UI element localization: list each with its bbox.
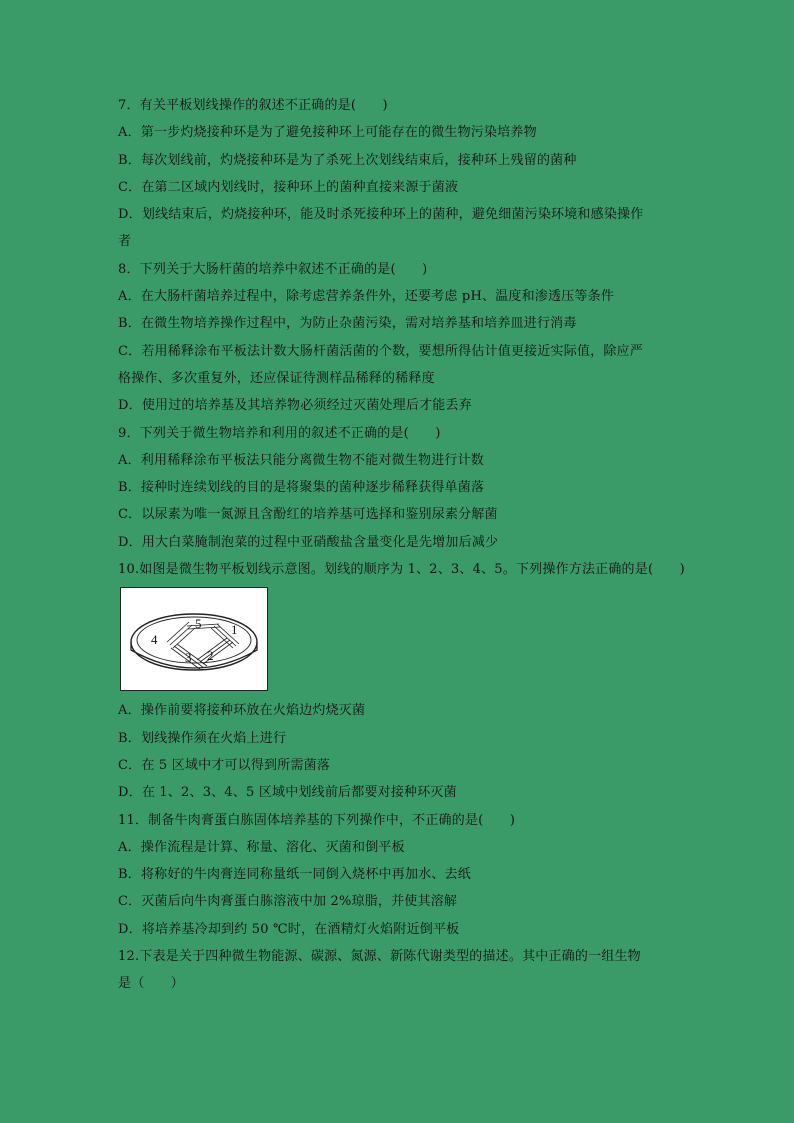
question-11-option-c: C．灭菌后向牛肉膏蛋白胨溶液中加 2%琼脂，并使其溶解: [118, 894, 458, 910]
question-8-option-a: A．在大肠杆菌培养过程中，除考虑营养条件外，还要考虑 pH、温度和渗透压等条件: [118, 289, 614, 305]
question-12-stem: 12.下表是关于四种微生物能源、碳源、氮源、新陈代谢类型的描述。其中正确的一组生物: [118, 949, 641, 965]
worksheet: [118, 92, 685, 998]
question-7-option-c: C．在第二区域内划线时，接种环上的菌种直接来源于菌液: [118, 179, 459, 195]
question-7-option-d-cont: 者: [118, 234, 132, 250]
region-label-5: 5: [195, 616, 202, 632]
question-8-option-c-cont: 格操作、多次重复外，还应保证待测样品稀释的稀释度: [118, 370, 435, 386]
question-7: [118, 92, 678, 256]
streak-plate-figure: [120, 587, 268, 691]
question-9-option-d: D．用大白菜腌制泡菜的过程中亚硝酸盐含量变化是先增加后减少: [118, 534, 499, 550]
question-8-option-b: B．在微生物培养操作过程中，为防止杂菌污染，需对培养基和培养皿进行消毒: [118, 316, 577, 332]
question-11-option-a: A．操作流程是计算、称量、溶化、灭菌和倒平板: [118, 839, 405, 855]
petri-dish-illustration: [121, 588, 267, 690]
question-8-stem: 8．下列关于大肠杆菌的培养中叙述不正确的是( ): [118, 261, 428, 277]
question-7-option-a: A．第一步灼烧接种环是为了避免接种环上可能存在的微生物污染培养物: [118, 125, 537, 141]
region-label-2: 2: [207, 648, 214, 664]
question-9: [118, 420, 678, 556]
question-9-option-b: B．接种时连续划线的目的是将聚集的菌种逐步稀释获得单菌落: [118, 480, 485, 496]
question-8-option-d: D．使用过的培养基及其培养物必须经过灭菌处理后才能丢弃: [118, 398, 472, 414]
question-12: [118, 943, 678, 998]
region-label-3: 3: [185, 650, 192, 666]
dish-rim: [131, 614, 257, 670]
question-10-option-a: A．操作前要将接种环放在火焰边灼烧灭菌: [118, 703, 366, 719]
question-12-stem-cont: 是（ ）: [118, 976, 185, 992]
question-10: [118, 556, 685, 806]
question-11: [118, 807, 678, 943]
question-11-option-b: B．将称好的牛肉膏连同称量纸一同倒入烧杯中再加水、去纸: [118, 867, 471, 883]
question-9-option-a: A．利用稀释涂布平板法只能分离微生物不能对微生物进行计数: [118, 452, 484, 468]
region-label-4: 4: [151, 632, 158, 648]
question-9-option-c: C．以尿素为唯一氮源且含酚红的培养基可选择和鉴别尿素分解菌: [118, 507, 498, 523]
question-7-stem: 7．有关平板划线操作的叙述不正确的是( ): [118, 98, 388, 113]
question-7-option-b: B．每次划线前，灼烧接种环是为了杀死上次划线结束后，接种环上残留的菌种: [118, 152, 577, 168]
question-10-option-d: D．在 1、2、3、4、5 区域中划线前后都要对接种环灭菌: [118, 785, 457, 801]
question-11-stem: 11．制备牛肉膏蛋白胨固体培养基的下列操作中，不正确的是( ): [118, 812, 516, 828]
question-8: [118, 256, 678, 420]
question-10-option-c: C．在 5 区域中才可以得到所需菌落: [118, 757, 331, 773]
question-10-option-b: B．划线操作须在火焰上进行: [118, 730, 287, 746]
question-11-option-d: D．将培养基冷却到约 50 ℃时，在酒精灯火焰附近倒平板: [118, 921, 460, 937]
streak-lines-2: [197, 638, 233, 664]
question-8-option-c: C．若用稀释涂布平板法计数大肠杆菌活菌的个数，要想所得估计值更接近实际值，除应严: [118, 343, 643, 359]
question-7-option-d: D．划线结束后，灼烧接种环，能及时杀死接种环上的菌种，避免细菌污染环境和感染操作: [118, 207, 644, 223]
question-9-stem: 9．下列关于微生物培养和利用的叙述不正确的是( ): [118, 425, 441, 441]
question-10-stem: 10.如图是微生物平板划线示意图。划线的顺序为 1、2、3、4、5。下列操作方法正确的是( ): [118, 562, 685, 578]
region-label-1: 1: [231, 622, 238, 638]
